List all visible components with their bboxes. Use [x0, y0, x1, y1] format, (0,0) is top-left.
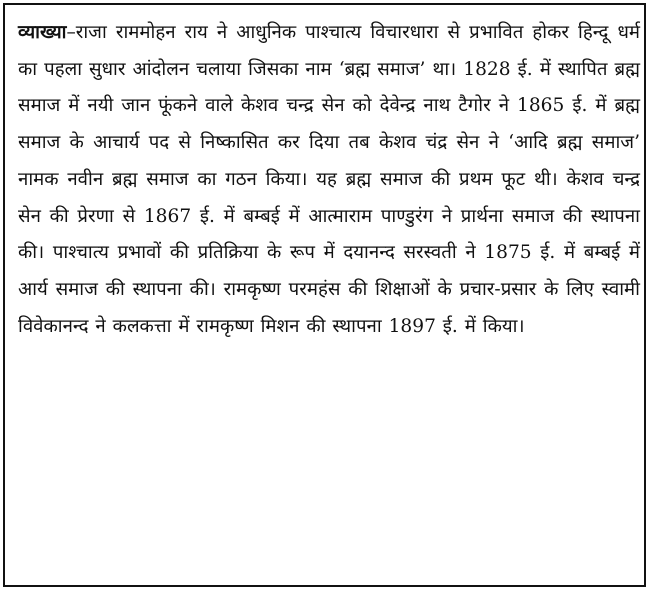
explanation-body: राजा राममोहन राय ने आधुनिक पाश्चात्य विचारधारा से प्रभावित होकर हिन्दू धर्म का पहला सुधार आंदोलन चलाया जिसका नाम ‘ब्रह्म समाज’ था। 1828 ई. में स्थापित ब्रह्म समाज में नयी जान फूंकने वाले केशव चन्द्र सेन को देवेन्द्र नाथ टैगोर ने 1865 ई. में ब्रह्म समाज के आचार्य पद से निष्कासित कर दिया तब केशव चंद्र सेन ने ‘आदि ब्रह्म समाज’ नामक नवीन ब्रह्म समाज का गठन किया। यह ब्रह्म समाज की प्रथम फूट थी। केशव चन्द्र सेन की प्रेरणा से 1867 ई. में बम्बई में आत्माराम पाण्डुरंग ने प्रार्थना समाज की स्थापना की। पाश्चात्य प्रभावों की प्रतिक्रिया के रूप में दयानन्द सरस्वती ने 1875 ई. में बम्बई में आर्य समाज की स्थापना की। रामकृष्ण परमहंस की शिक्षाओं के प्रचार-प्रसार के लिए स्वामी विवेकानन्द ने कलकत्ता में रामकृष्ण मिशन की स्थापना 1897 ई. में किया। [18, 22, 640, 337]
explanation-paragraph [18, 15, 640, 345]
explanation-heading: व्याख्या [18, 22, 67, 43]
heading-separator: – [66, 22, 76, 43]
passage-box [3, 3, 646, 587]
cut-off-next-line [0, 591, 651, 607]
